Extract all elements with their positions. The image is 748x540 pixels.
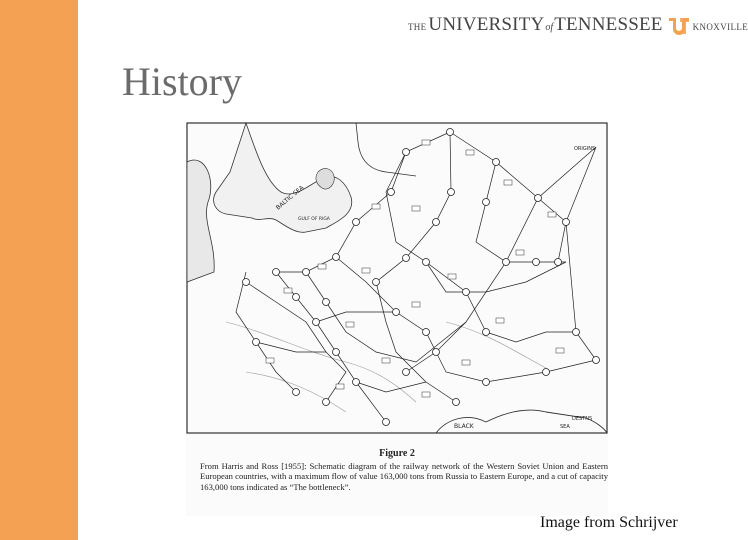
- railway-network-map: [186, 122, 608, 434]
- brand-the: THE: [408, 22, 427, 32]
- brand-of: of: [545, 22, 554, 33]
- map-label-bay: GULF OF RIGA: [298, 217, 330, 222]
- map-label-sea2: SEA: [560, 424, 570, 430]
- brand-university: UNIVERSITY: [428, 14, 545, 35]
- map-label-sea: BALTIC SEA: [274, 184, 306, 212]
- ut-logo-icon: [668, 17, 690, 35]
- image-credit: Image from Schrijver: [540, 514, 678, 531]
- map-label-black: BLACK: [454, 423, 474, 430]
- brand-tennessee: TENNESSEE: [554, 14, 663, 35]
- figure-heading: Figure 2: [379, 448, 415, 459]
- brand-knoxville: KNOXVILLE: [692, 22, 748, 32]
- figure-caption: From Harris and Ross [1955]: Schematic diagram of the railway network of the Western Soviet Union and Eastern European countries, with a maximum flow of value 163,000 tons from Russia to Eastern Europe, and a cut of capacity 163,000 tons indicated as “The bottleneck”.: [200, 461, 608, 492]
- accent-sidebar: [0, 0, 78, 540]
- university-branding: [408, 12, 748, 36]
- slide-title: History: [122, 59, 242, 104]
- map-label-dest: DESTNS: [572, 416, 593, 422]
- figure-railway-map: [186, 122, 608, 516]
- map-label-origins: ORIGINS: [574, 146, 596, 152]
